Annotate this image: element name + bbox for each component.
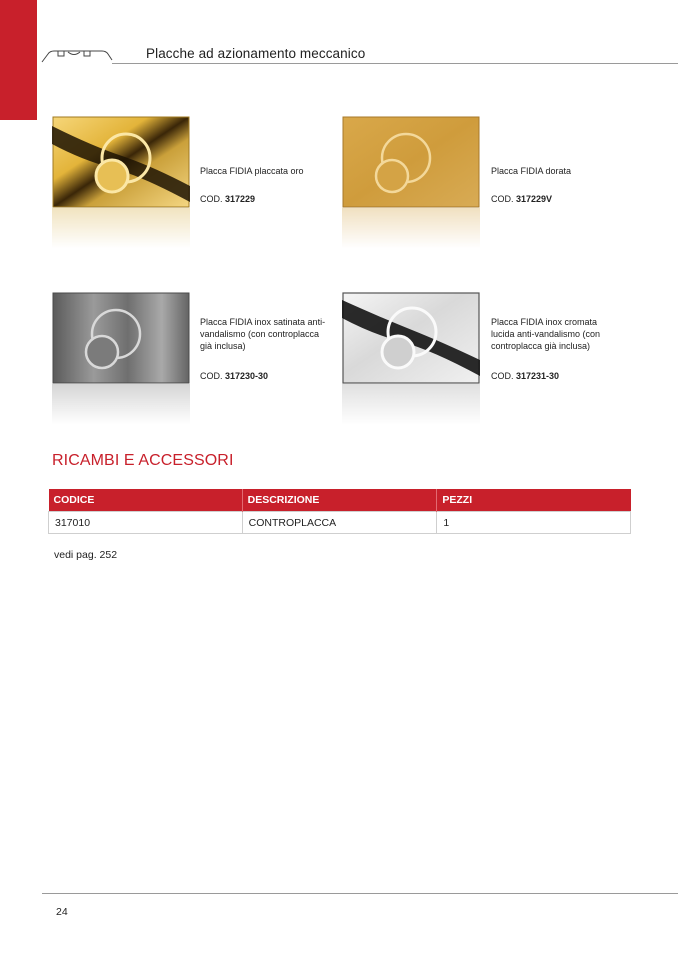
product-description: Placca FIDIA dorata bbox=[491, 166, 572, 176]
section-title: RICAMBI E ACCESSORI bbox=[52, 452, 234, 469]
column-header-code: CODICE bbox=[49, 489, 243, 512]
toilet-flush-plate-icon bbox=[40, 46, 114, 64]
page-number: 24 bbox=[56, 906, 68, 918]
footer-rule bbox=[42, 893, 678, 894]
cell-pieces: 1 bbox=[437, 512, 631, 534]
header-rule bbox=[112, 63, 678, 64]
product-code: COD. 317229 bbox=[200, 194, 256, 204]
table-row bbox=[49, 512, 631, 534]
spares-table bbox=[48, 489, 631, 534]
product-reflection bbox=[342, 208, 480, 248]
product-reflection bbox=[342, 384, 480, 424]
red-section-tab bbox=[0, 0, 37, 120]
product-description: Placca FIDIA inox cromata lucida anti-vandalismo (con controplacca già inclusa) bbox=[491, 317, 601, 351]
product-code: COD. 317229V bbox=[491, 194, 553, 204]
product-code: COD. 317231-30 bbox=[491, 371, 560, 381]
column-header-pieces: PEZZI bbox=[437, 489, 631, 512]
product-description: Placca FIDIA placcata oro bbox=[200, 166, 304, 176]
product-image-chrome-polished bbox=[342, 292, 480, 384]
product-image-gold-polished bbox=[52, 116, 190, 208]
table-header-row bbox=[49, 489, 631, 512]
product-code: COD. 317230-30 bbox=[200, 371, 269, 381]
page-reference-note: vedi pag. 252 bbox=[54, 549, 118, 561]
cell-description: CONTROPLACCA bbox=[242, 512, 437, 534]
column-header-description: DESCRIZIONE bbox=[242, 489, 437, 512]
cell-code: 317010 bbox=[49, 512, 243, 534]
product-description: Placca FIDIA inox satinata anti-vandalismo (con controplacca già inclusa) bbox=[200, 317, 326, 351]
product-image-stainless-satin bbox=[52, 292, 190, 384]
product-image-gold-matte bbox=[342, 116, 480, 208]
product-reflection bbox=[52, 208, 190, 248]
product-reflection bbox=[52, 384, 190, 424]
page-title: Placche ad azionamento meccanico bbox=[146, 46, 366, 61]
